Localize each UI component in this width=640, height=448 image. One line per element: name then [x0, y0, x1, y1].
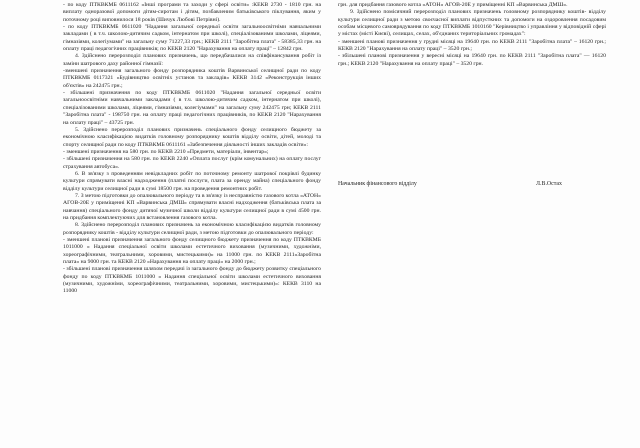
paragraph: - по коду ПТКВКМБ 0611020 "Надання загальної середньої освіти загальноосвітніми навчальними закладами ( в т.ч. школою-дитячим садком, інтернатом при школі), спеціалізованими школами, ліцеями, гімназіями, колегіумами" на загальну суму 71227,33 грн.; КЕКВ 2111 "Заробітна плата" - 58385,33 грн. на оплату праці педагогічних працівників; по КЕКВ 2120 "Нарахування на оплату праці" – 12842 грн. [63, 24, 321, 53]
paragraph: - збільшені планові призначення у вересні місяці на 19640 грн. по КЕКВ 2111 "Заробітна плата" — 16120 грн.; КЕКВ 2120 "Нарахування на оплату праці" – 3520 грн. [338, 53, 606, 67]
paragraph: - зменшені планові призначення у грудні місяці на 19640 грн. по КЕКВ 2111 "Заробітна плата" – 16120 грн.; КЕКВ 2120 "Нарахування на оплату праці" – 3520 грн.; [338, 38, 606, 53]
paragraph: - збільшені призначення на 580 грн. по КЕКВ 2240 «Оплата послуг (крім комунальних) на оплату послуг страхування автобуса». [63, 156, 321, 170]
paragraph: 7. З метою підготовки до опалювального періоду та в зв'язку із несправністю газового котла «АТОН» АГОВ-20Е у приміщенні КП «Варвинська ДМШ» спрямувати власні надходження (батьківська плата за навчання) спеціального фонду дитячої музичної школи відділу культури селищної ради в сумі 4500 грн. на придбання комплектуючих для встановлення газового котла. [63, 192, 321, 221]
paragraph: 9. Здійснено помісячний перерозподіл планових призначень головному розпоряднику коштів- відділу культури селищної ради з метою своєчасної виплати відпусткних та допомоги на оздоровлення посадовим особам місцевого самоврядування по коду ПТКВКМБ 1010160 "Керівництво і управління у відповідній сфері у містах (місті Києві), селищах, селах, об'єднаних територіальних громадах": [338, 9, 606, 38]
paragraph: - збільшені планові призначення шляхом передачі із загального фонду до бюджету розвитку спеціального фонду по коду ПТКВКМБ 1011000 « Надання спеціальної освіти школами естетичного виховання (музичними, художніми, хореографічними, театральними, хоровими, мистецькими)»: КЕКВ 3110 на 11000 [63, 266, 321, 295]
signature-block [338, 181, 606, 188]
paragraph: 6. В зв'язку з проведенням невідкладних робіт по поточному ремонту шатрової покрівлі будинку культури спрямувати власні надходження (платні послуги, плата за оренду майна) спеціального фонду відділу культури селищної ради в сумі 18500 грн. на проведення ремонтних робіт. [63, 170, 321, 192]
paragraph: - зменшені планові призначення загального фонду селищного бюджету призначення по коду ПТКВКМБ 1011000 « Надання спеціальної освіти школами естетичного виховання (музичними, художніми, хореографічними, театральними, хоровими, мистецькими)» на 11000 грн. по КЕКВ 2111«Заробітна плата» на 9000 грн. та КЕКВ 2120 «Нарахування на оплату праці» на 2000 грн.; [63, 237, 321, 266]
paragraph: грн. для придбання газового котла «АТОН» АГОВ-20Е у приміщенні КП «Варвинська ДМШ». [338, 2, 568, 8]
right-text-column [338, 2, 606, 68]
signature-position: Начальник фінансового відділу [338, 181, 417, 187]
paragraph: - збільшені призначення по коду ПТКВКМБ 0611020 "Надання загальної середньої освіти загальноосвітніми навчальними закладами ( в т.ч. школою-дитячим садком, інтернатом при школі), спеціалізованими школами, ліцеями, гімназіями, колегіумами" на загальну суму 242475 грн; КЕКВ 2111 "Заробітна плата" - 198750 грн. на оплату праці педагогічних працівників, по КЕКВ 2120 "Нарахування на оплату праці" – 43725 грн. [63, 90, 321, 126]
paragraph: 5. Здійснено перерозподіл планових призначень спеціального фонду селищного бюджету за економічною класифікацією видатків головному розпоряднику коштів відділу освіти, дітей, молоді та спорту селищної ради по коду ПТКВКМБ 0611161 «Забезпечення діяльності інших закладів освіти»: [63, 126, 321, 148]
paragraph: 4. Здійснено перерозподіл планових призначень, що передбачалися на співфінансування робіт із заміни шатрового даху районної гімназії: [63, 53, 321, 67]
paragraph: - зменшені призначення на 580 грн. по КЕКВ 2210 «Предмети, матеріали, інвентар»; [63, 148, 269, 155]
left-text-column [63, 2, 321, 296]
signature-name: Л.В.Остах [536, 181, 562, 187]
paragraph: - по коду ПТКВКМБ 0611162 «Інші програми та заходи у сфері освіти» :КЕКВ 2730 - 1810 грн. на виплату одноразової допомоги дітям-сиротам і дітям, позбавленим батьківського піклування, яким у поточному році виповнилося 18 років (Шичук Любові Петрівні). [63, 2, 321, 23]
paragraph: 8. Здійснено перерозподіл планових призначень за економічною класифікацією видатків головному розпоряднику коштів - відділу культури селищної ради, з метою підготовки до опалювального періоду: [63, 222, 321, 236]
paragraph: -зменшені призначення загального фонду розпорядника коштів Варвинської селищної ради по коду ПТКВКМБ 0117321 «Будівництво освітніх установ та закладів» КЕКВ 3142 «Реконструкція інших об'єктів» на 242475 грн.; [63, 68, 321, 89]
